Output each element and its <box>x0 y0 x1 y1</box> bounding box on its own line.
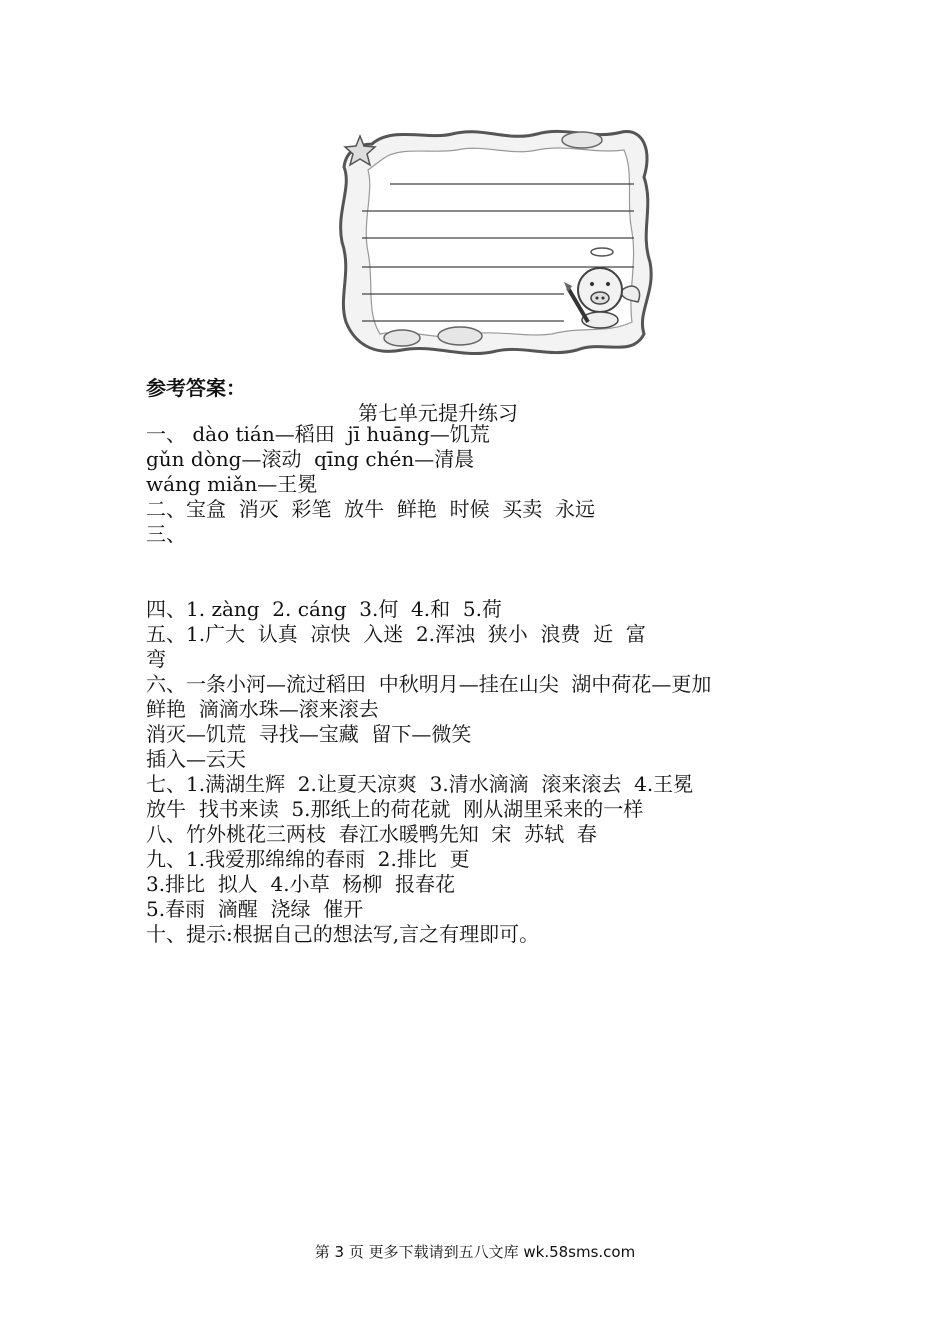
answer-line: 5.春雨 滴醒 浇绿 催开 <box>146 897 364 921</box>
answer-key-heading: 参考答案： <box>146 376 246 400</box>
writing-frame-illustration <box>332 122 662 362</box>
blank-space <box>146 547 806 597</box>
answer-line: 一、 dào tián—稻田 jī huāng—饥荒 <box>146 422 490 446</box>
cloud-decoration-icon <box>438 327 482 345</box>
unit-subtitle: 第七单元提升练习 <box>358 401 518 425</box>
answer-line: 六、一条小河—流过稻田 中秋明月—挂在山尖 湖中荷花—更加 <box>146 672 712 696</box>
answer-line: 八、竹外桃花三两枝 春江水暖鸭先知 宋 苏轼 春 <box>146 822 597 846</box>
answer-line: 十、提示:根据自己的想法写,言之有理即可。 <box>146 922 540 946</box>
cloud-decoration-icon <box>562 132 602 148</box>
answer-line: 七、1.满湖生辉 2.让夏天凉爽 3.清水滴滴 滚来滚去 4.王冕 <box>146 772 694 796</box>
answer-line: wáng miǎn—王冕 <box>146 472 318 496</box>
answer-line: 三、 <box>146 522 186 546</box>
cloud-decoration-icon <box>384 330 420 346</box>
answer-line: 3.排比 拟人 4.小草 杨柳 报春花 <box>146 872 456 896</box>
answer-line: 放牛 找书来读 5.那纸上的荷花就 刚从湖里采来的一样 <box>146 797 644 821</box>
answer-line: 鲜艳 滴滴水珠—滚来滚去 <box>146 697 379 721</box>
page-footer: 第 3 页 更多下载请到五八文库 wk.58sms.com <box>314 1243 636 1261</box>
answer-line: 二、宝盒 消灭 彩笔 放牛 鲜艳 时候 买卖 永远 <box>146 497 596 521</box>
answer-line: 九、1.我爱那绵绵的春雨 2.排比 更 <box>146 847 470 871</box>
answer-line: 弯 <box>146 647 166 671</box>
answer-line: 四、1. zàng 2. cáng 3.何 4.和 5.荷 <box>146 597 502 621</box>
answer-list <box>146 422 806 947</box>
answer-line: 插入—云天 <box>146 747 246 771</box>
answer-line: gǔn dòng—滚动 qīng chén—清晨 <box>146 447 475 471</box>
answer-line: 五、1.广大 认真 凉快 入迷 2.浑浊 狭小 浪费 近 富 <box>146 622 646 646</box>
answer-line: 消灭—饥荒 寻找—宝藏 留下—微笑 <box>146 722 472 746</box>
